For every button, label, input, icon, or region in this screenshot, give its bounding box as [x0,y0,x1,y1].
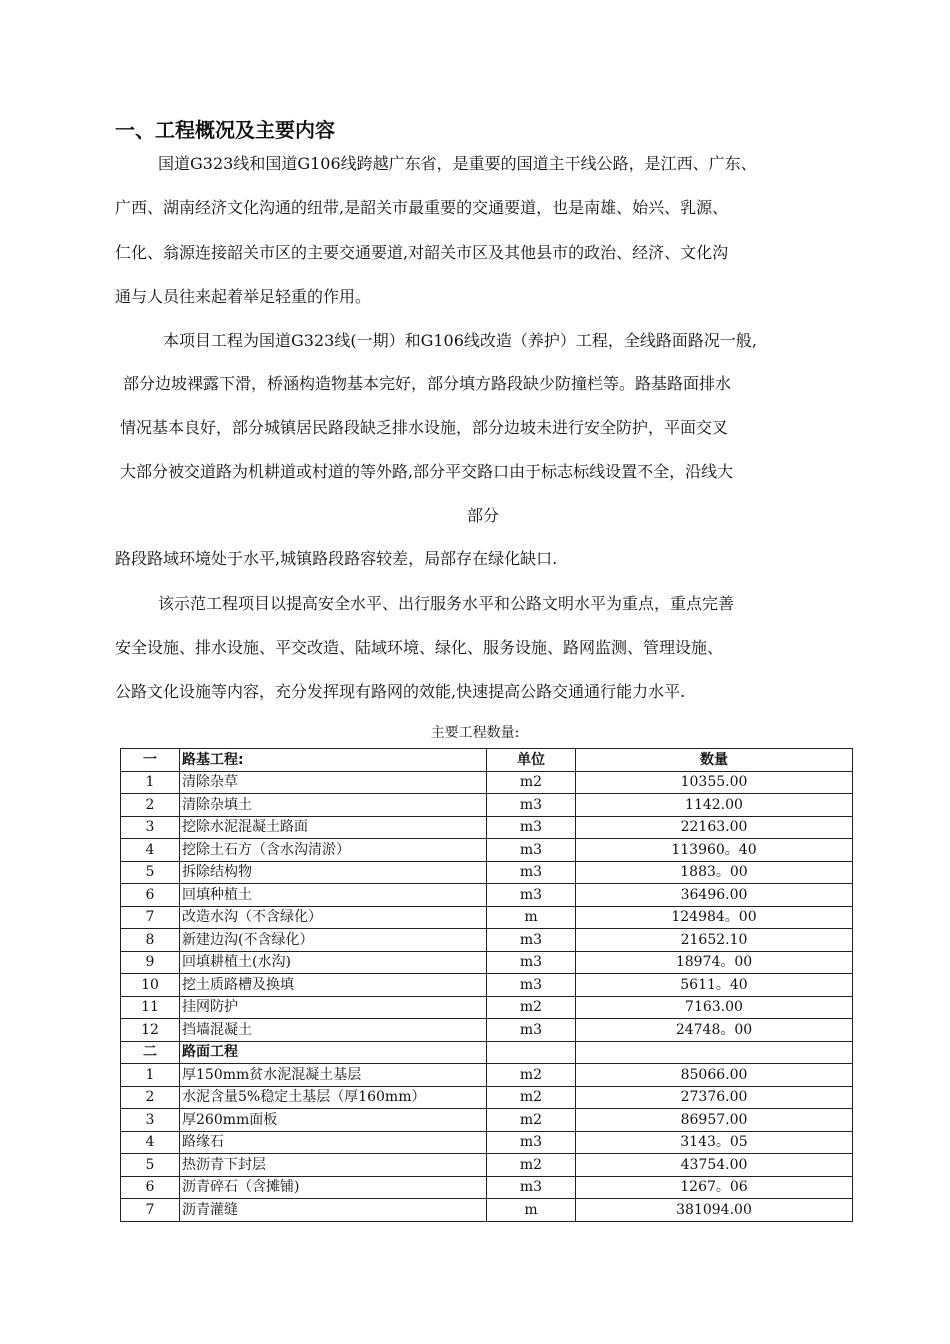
table-caption: 主要工程数量: [430,725,520,741]
row-quantity: 36496.00 [576,884,853,907]
table-row [121,1154,853,1177]
row-quantity: 113960。40 [576,839,853,862]
table-row [121,839,853,862]
row-number: 4 [121,1131,180,1154]
row-item: 热沥青下封层 [180,1154,487,1177]
row-item: 沥青碎石（含摊铺) [180,1176,487,1199]
row-number: 6 [121,1176,180,1199]
table-row [121,1176,853,1199]
row-unit: m [487,906,576,929]
row-unit: m3 [487,951,576,974]
table-row [121,794,853,817]
row-quantity: 1267。06 [576,1176,853,1199]
row-quantity: 10355.00 [576,771,853,794]
row-quantity: 381094.00 [576,1199,853,1222]
row-quantity: 27376.00 [576,1086,853,1109]
row-item: 挖除土石方（含水沟清淤） [180,839,487,862]
row-number: 3 [121,1109,180,1132]
row-quantity: 1883。00 [576,861,853,884]
table-row [121,1064,853,1087]
row-unit: m3 [487,974,576,997]
row-quantity: 7163.00 [576,996,853,1019]
row-unit: m [487,1199,576,1222]
table-row [121,884,853,907]
paragraph-3-line-2: 安全设施、排水设施、平交改造、陆域环境、绿化、服务设施、路网监测、管理设施、 [115,638,724,657]
row-item: 厚150mm贫水泥混凝土基层 [180,1064,487,1087]
row-item: 挡墙混凝土 [180,1019,487,1042]
row-quantity: 86957.00 [576,1109,853,1132]
row-quantity: 24748。00 [576,1019,853,1042]
row-unit: m3 [487,1019,576,1042]
table-row [121,1131,853,1154]
row-item: 清除杂草 [180,771,487,794]
row-number: 4 [121,839,180,862]
row-item: 回填种植土 [180,884,487,907]
row-item: 改造水沟（不含绿化） [180,906,487,929]
paragraph-1-line-2: 广西、湖南经济文化沟通的纽带,是韶关市最重要的交通要道，也是南雄、始兴、乳源、 [115,198,729,217]
table-row [121,929,853,952]
row-unit: m3 [487,839,576,862]
row-number: 1 [121,1064,180,1087]
quantity-table [120,748,853,1222]
row-unit: m3 [487,816,576,839]
row-unit: m3 [487,861,576,884]
row-unit: m3 [487,884,576,907]
row-unit: m3 [487,794,576,817]
section-row-roadbed [121,749,853,772]
row-item: 水泥含量5%稳定土基层（厚160mm） [180,1086,487,1109]
table-row [121,861,853,884]
row-number: 2 [121,1086,180,1109]
row-number: 2 [121,794,180,817]
section-number: 一 [121,749,180,772]
row-item: 挖土质路槽及换填 [180,974,487,997]
row-item: 清除杂填土 [180,794,487,817]
row-item: 沥青灌缝 [180,1199,487,1222]
row-quantity: 21652.10 [576,929,853,952]
row-unit: m2 [487,1109,576,1132]
row-number: 5 [121,861,180,884]
section-name: 路面工程 [180,1041,487,1064]
row-quantity: 1142.00 [576,794,853,817]
row-unit: m3 [487,1131,576,1154]
unit-header: 单位 [487,749,576,772]
paragraph-3-line-1: 该示范工程项目以提高安全水平、出行服务水平和公路文明水平为重点，重点完善 [158,594,735,613]
row-number: 10 [121,974,180,997]
table-row [121,1019,853,1042]
paragraph-2-line-1: 本项目工程为国道G323线(一期）和G106线改造（养护）工程，全线路面路况一般, [163,331,757,350]
row-item: 路缘石 [180,1131,487,1154]
row-number: 11 [121,996,180,1019]
row-item: 拆除结构物 [180,861,487,884]
paragraph-1-line-3: 仁化、翁源连接韶关市区的主要交通要道,对韶关市区及其他县市的政治、经济、文化沟 [115,243,729,262]
table-row [121,974,853,997]
row-unit: m2 [487,1154,576,1177]
row-unit: m2 [487,996,576,1019]
row-quantity: 22163.00 [576,816,853,839]
row-number: 12 [121,1019,180,1042]
quantity-header: 数量 [576,749,853,772]
section-quantity-empty [576,1041,853,1064]
section-name: 路基工程: [180,749,487,772]
paragraph-2-line-6: 路段路域环境处于水平,城镇路段路容较差，局部存在绿化缺口. [115,549,558,568]
table-row [121,951,853,974]
table-row [121,816,853,839]
paragraph-2-line-3: 情况基本良好，部分城镇居民路段缺乏排水设施，部分边坡未进行安全防护，平面交叉 [120,418,729,437]
row-item: 厚260mm面板 [180,1109,487,1132]
table-row [121,996,853,1019]
quantity-table-body [121,749,853,1222]
row-item: 新建边沟(不含绿化） [180,929,487,952]
row-number: 3 [121,816,180,839]
row-unit: m2 [487,1064,576,1087]
row-quantity: 43754.00 [576,1154,853,1177]
table-row [121,771,853,794]
row-item: 挖除水泥混凝土路面 [180,816,487,839]
row-item: 回填耕植土(水沟) [180,951,487,974]
table-row [121,1086,853,1109]
paragraph-3-line-3: 公路文化设施等内容，充分发挥现有路网的效能,快速提高公路交通通行能力水平. [115,682,686,701]
paragraph-1-line-4: 通与人员往来起着举足轻重的作用。 [115,287,372,306]
table-row [121,1199,853,1222]
row-number: 5 [121,1154,180,1177]
section-unit-empty [487,1041,576,1064]
row-unit: m3 [487,1176,576,1199]
row-quantity: 18974。00 [576,951,853,974]
row-quantity: 85066.00 [576,1064,853,1087]
table-row [121,906,853,929]
section-number: 二 [121,1041,180,1064]
table-row [121,1109,853,1132]
row-item: 挂网防护 [180,996,487,1019]
row-number: 7 [121,1199,180,1222]
row-quantity: 5611。40 [576,974,853,997]
paragraph-2-line-2: 部分边坡裸露下滑，桥涵构造物基本完好，部分填方路段缺少防撞栏等。路基路面排水 [123,374,732,393]
row-number: 7 [121,906,180,929]
row-number: 8 [121,929,180,952]
row-quantity: 3143。05 [576,1131,853,1154]
paragraph-1-line-1: 国道G323线和国道G106线跨越广东省，是重要的国道主干线公路，是江西、广东、 [158,154,757,173]
row-unit: m3 [487,929,576,952]
row-number: 6 [121,884,180,907]
row-unit: m2 [487,771,576,794]
row-unit: m2 [487,1086,576,1109]
row-number: 9 [121,951,180,974]
section-row-pavement [121,1041,853,1064]
row-quantity: 124984。00 [576,906,853,929]
row-number: 1 [121,771,180,794]
paragraph-2-line-4: 大部分被交道路为机耕道或村道的等外路,部分平交路口由于标志标线设置不全，沿线大 [120,462,734,481]
paragraph-2-line-5: 部分 [467,506,500,525]
section-heading: 一、工程概况及主要内容 [115,118,335,142]
